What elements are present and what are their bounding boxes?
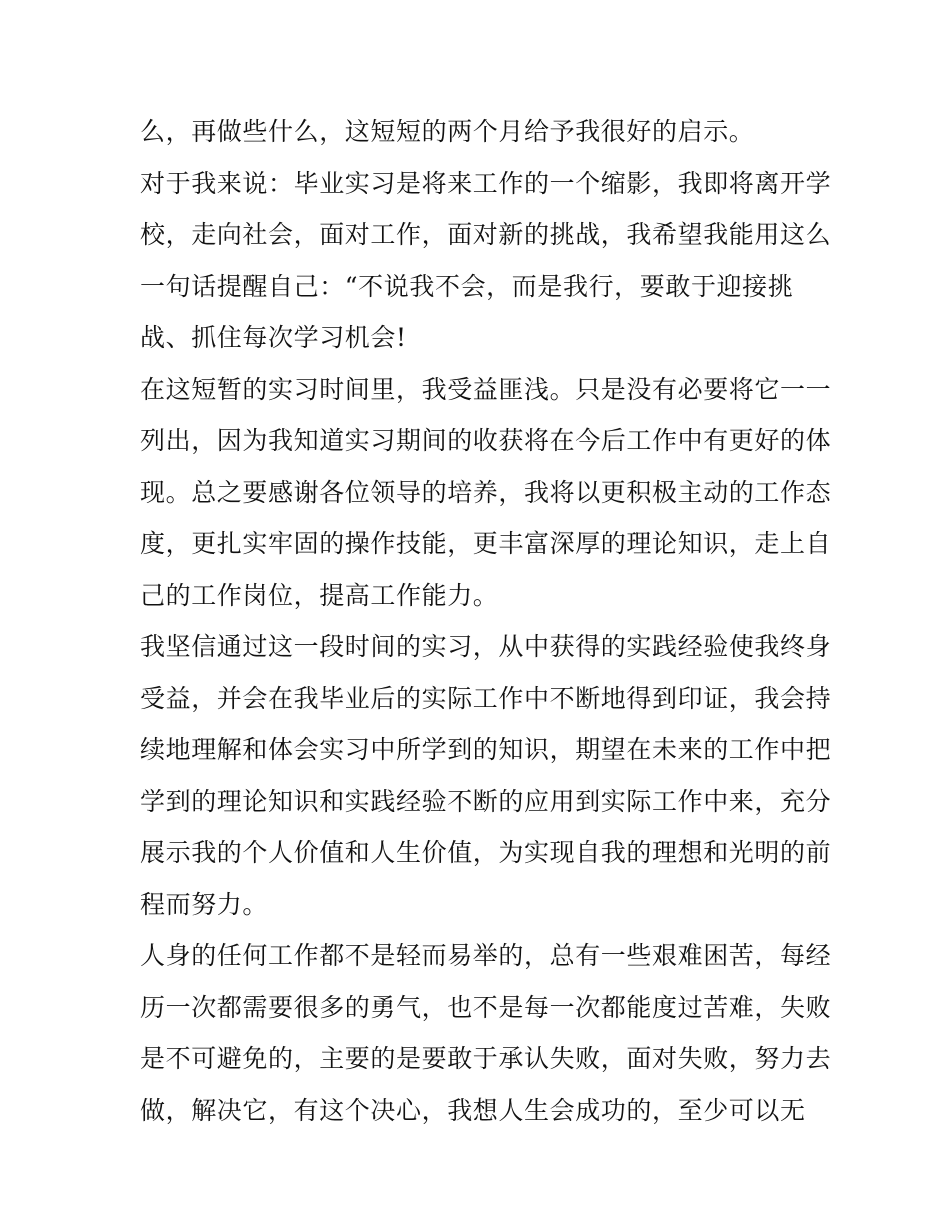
text-line: 战、抓住每次学习机会! [140,323,407,352]
text-line: 一句话提醒自己：“不说我不会，而是我行，要敢于迎接挑 [140,271,794,301]
text-line: 展示我的个人价值和人生价值，为实现自我的理想和光明的前 [140,838,832,867]
text-line: 我坚信通过这一段时间的实习，从中获得的实践经验使我终身 [140,632,832,661]
text-line: 么，再做些什么，这短短的两个月给予我很好的启示。 [140,117,755,146]
text-line: 受益，并会在我毕业后的实际工作中不断地得到印证，我会持 [140,683,832,713]
text-line: 对于我来说：毕业实习是将来工作的一个缩影，我即将离开学 [140,168,832,198]
text-line: 做，解决它，有这个决心，我想人生会成功的，至少可以无 [140,1095,806,1125]
text-line: 己的工作岗位，提高工作能力。 [140,580,499,610]
text-line: 度，更扎实牢固的操作技能，更丰富深厚的理论知识，走上自 [140,529,832,558]
text-line: 人身的任何工作都不是轻而易举的，总有一些艰难困苦，每经 [140,941,832,970]
text-line: 续地理解和体会实习中所学到的知识，期望在未来的工作中把 [140,735,832,764]
text-line: 列出，因为我知道实习期间的收获将在今后工作中有更好的体 [140,426,832,455]
text-line: 学到的理论知识和实践经验不断的应用到实际工作中来，充分 [140,786,832,816]
text-line: 历一次都需要很多的勇气，也不是每一次都能度过苦难，失败 [140,992,832,1022]
text-line: 程而努力。 [140,889,269,919]
text-line: 校，走向社会，面对工作，面对新的挑战，我希望我能用这么 [140,220,832,249]
text-line: 在这短暂的实习时间里，我受益匪浅。只是没有必要将它一一 [140,374,832,404]
text-line: 现。总之要感谢各位领导的培养，我将以更积极主动的工作态 [140,477,832,507]
body-text [140,106,832,1136]
text-line: 是不可避免的，主要的是要敢于承认失败，面对失败，努力去 [140,1044,832,1073]
